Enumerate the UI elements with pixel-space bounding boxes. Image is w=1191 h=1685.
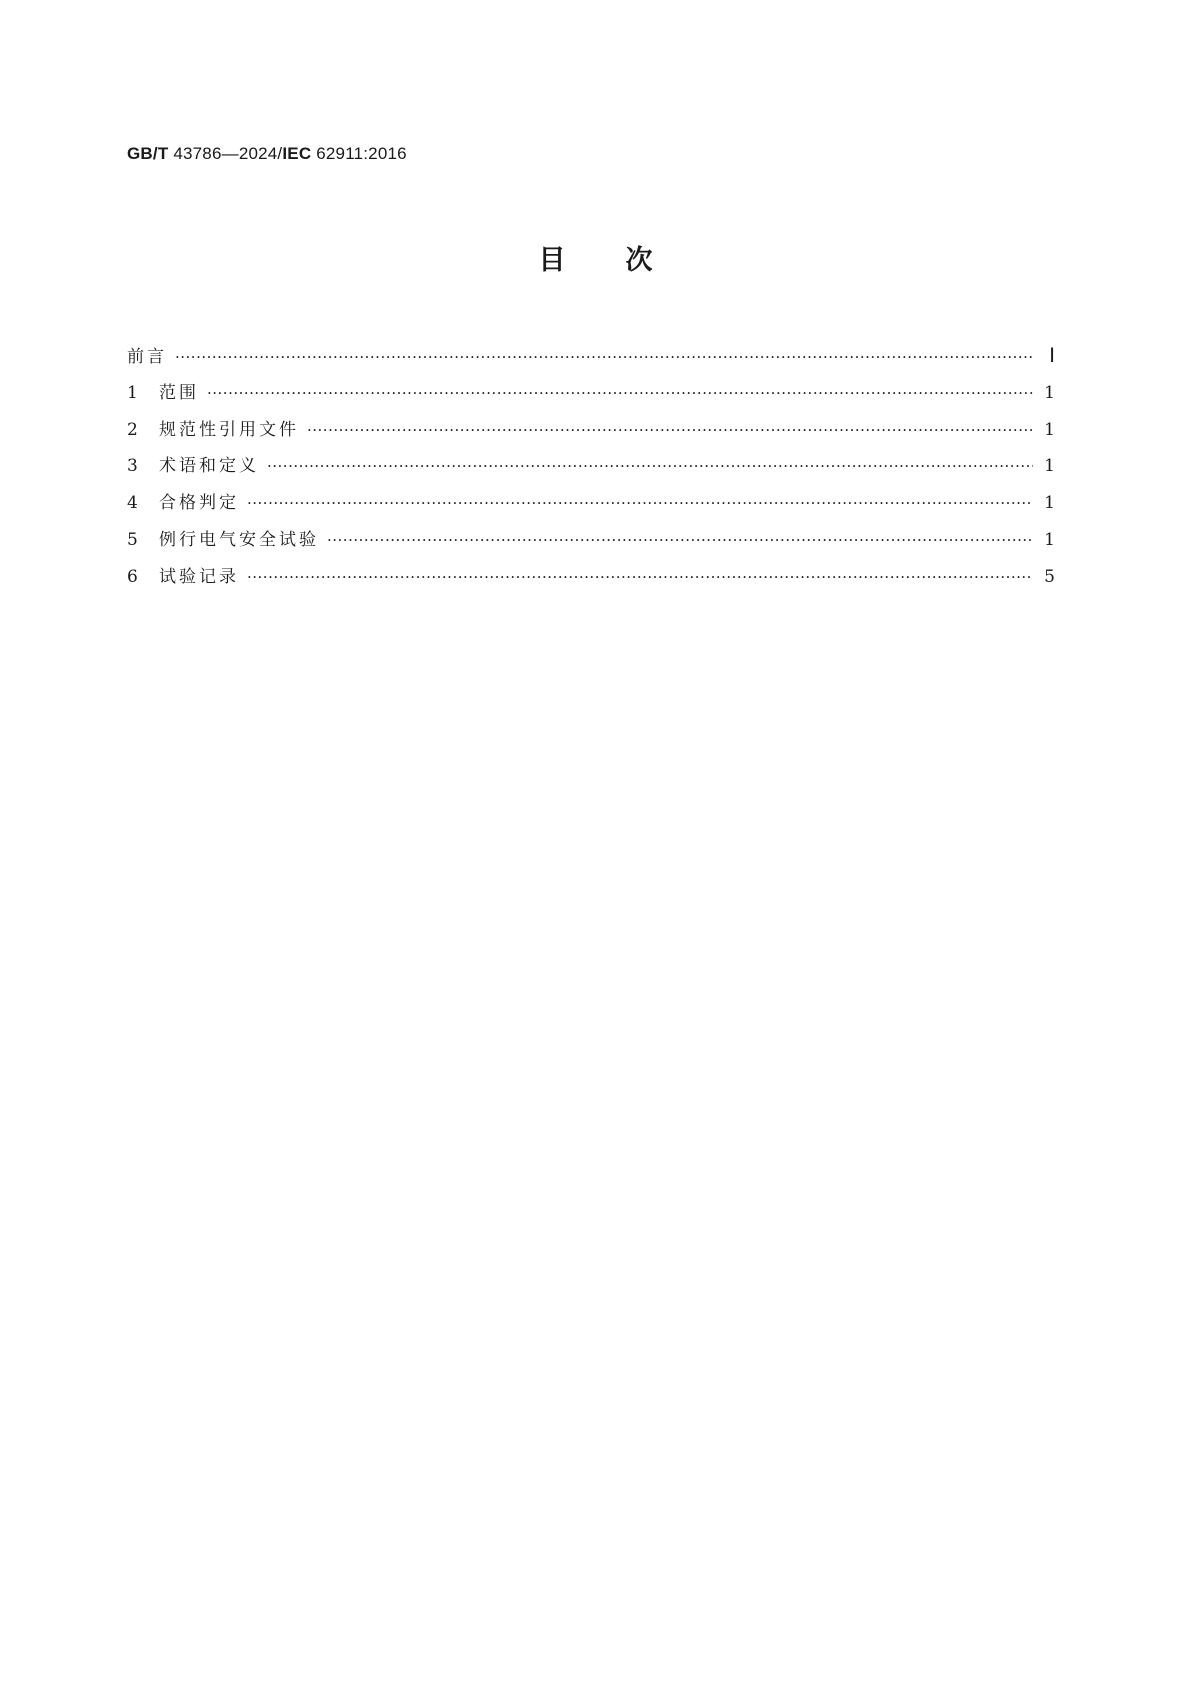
- toc-entry-label: 合格判定: [159, 493, 239, 514]
- toc-entry-terms-definitions[interactable]: [127, 454, 1055, 491]
- toc-entry-page: Ⅰ: [1049, 345, 1055, 367]
- iec-code: IEC: [282, 144, 312, 163]
- toc-entry-number: 6: [127, 566, 138, 587]
- toc-dot-leader: [307, 418, 1033, 442]
- toc-entry-normative-references[interactable]: [127, 418, 1055, 455]
- toc-entry-number: 2: [127, 419, 138, 440]
- toc-entry-number: 1: [127, 382, 138, 403]
- toc-entry-page: 1: [1044, 529, 1055, 550]
- toc-entry-number: 5: [127, 529, 138, 550]
- toc-entry-page: 1: [1044, 493, 1055, 514]
- toc-entry-page: 5: [1044, 566, 1055, 587]
- iec-number: 62911:2016: [311, 144, 407, 163]
- toc-entry-page: 1: [1044, 456, 1055, 477]
- toc-dot-leader: [207, 381, 1033, 405]
- toc-entry-page: 1: [1044, 382, 1055, 403]
- toc-entry-conformance[interactable]: [127, 491, 1055, 528]
- toc-dot-leader: [247, 491, 1033, 515]
- table-of-contents: [127, 344, 1055, 602]
- toc-entry-label: 范围: [159, 382, 199, 403]
- toc-dot-leader: [175, 345, 1033, 369]
- toc-dot-leader: [327, 528, 1033, 552]
- standard-code: GB/T: [127, 144, 169, 163]
- toc-entry-scope[interactable]: [127, 381, 1055, 418]
- toc-entry-test-records[interactable]: [127, 565, 1055, 602]
- toc-entry-label: 术语和定义: [159, 456, 259, 477]
- toc-entry-routine-tests[interactable]: [127, 528, 1055, 565]
- toc-entry-label: 规范性引用文件: [159, 419, 299, 440]
- document-header: [127, 143, 407, 165]
- toc-entry-number: 3: [127, 456, 138, 477]
- toc-dot-leader: [267, 454, 1033, 478]
- page-title: 目次: [538, 245, 713, 276]
- toc-entry-label: 前言: [127, 347, 167, 367]
- toc-entry-label: 试验记录: [159, 566, 239, 587]
- toc-entry-number: 4: [127, 493, 138, 514]
- toc-entry-foreword[interactable]: [127, 344, 1055, 381]
- standard-number: 43786—2024/: [168, 144, 283, 163]
- toc-dot-leader: [247, 565, 1033, 589]
- toc-entry-label: 例行电气安全试验: [159, 529, 319, 550]
- toc-entry-page: 1: [1044, 419, 1055, 440]
